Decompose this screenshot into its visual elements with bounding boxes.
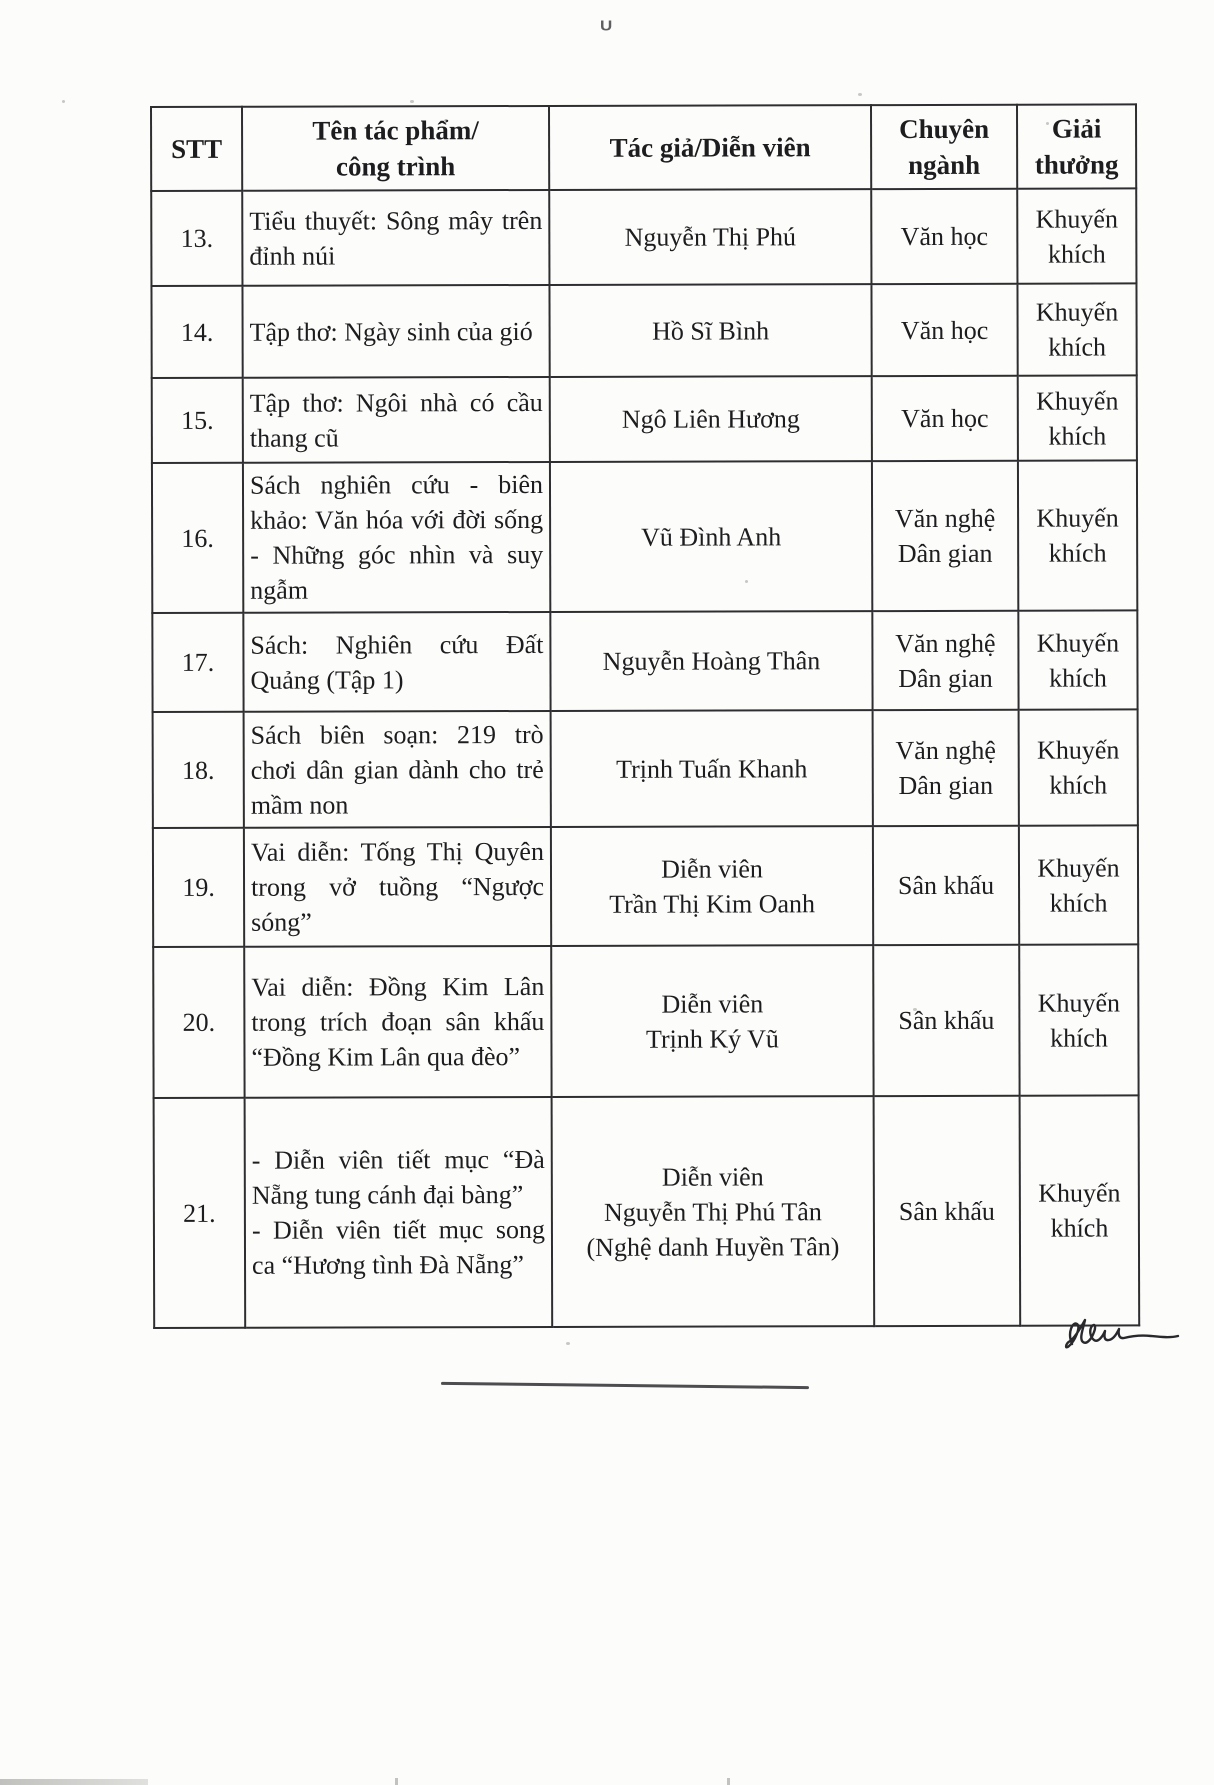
cell-stt: 21. <box>154 1098 246 1328</box>
awards-table <box>150 103 1140 1329</box>
cell-work: - Diễn viên tiết mục “Đà Nẵng tung cánh đại bàng” - Diễn viên tiết mục song ca “Hương tình Đà Nẵng” <box>245 1097 553 1328</box>
paper-speck <box>566 1342 570 1345</box>
table-row <box>152 610 1137 712</box>
header-award: Giải thưởng <box>1017 104 1136 188</box>
table-row <box>153 944 1138 1098</box>
paper-speck <box>410 100 414 103</box>
cell-field: Văn học <box>872 376 1018 461</box>
cell-field: Văn nghệ Dân gian <box>873 710 1019 826</box>
paper-speck <box>858 93 862 96</box>
cell-author: Diễn viên Nguyễn Thị Phú Tân (Nghệ danh Huyền Tân) <box>552 1096 875 1327</box>
cell-work: Vai diễn: Đồng Kim Lân trong trích đoạn sân khấu “Đồng Kim Lân qua đèo” <box>244 946 551 1098</box>
cell-stt: 18. <box>153 712 244 828</box>
table-row <box>152 375 1137 463</box>
cell-award: Khuyến khích <box>1019 825 1138 944</box>
cell-stt: 17. <box>152 613 243 712</box>
cell-work: Sách nghiên cứu - biên khảo: Văn hóa với đời sống - Những góc nhìn và suy ngẫm <box>243 462 550 613</box>
handwritten-initials-mark <box>1056 1316 1182 1358</box>
cell-award: Khuyến khích <box>1019 709 1138 825</box>
table-row <box>154 1095 1140 1328</box>
cell-work: Tập thơ: Ngôi nhà có cầu thang cũ <box>243 377 550 463</box>
cell-award: Khuyến khích <box>1018 375 1137 460</box>
cell-award: Khuyến khích <box>1017 283 1136 375</box>
cell-author: Vũ Đình Anh <box>550 461 872 612</box>
cell-work: Sách: Nghiên cứu Đất Quảng (Tập 1) <box>243 612 550 712</box>
cell-stt: 14. <box>151 286 242 378</box>
cell-field: Văn nghệ Dân gian <box>872 611 1018 710</box>
header-author: Tác giả/Diễn viên <box>549 105 871 190</box>
table-row <box>153 709 1138 828</box>
table-header <box>151 104 1136 191</box>
cell-author: Nguyễn Thị Phú <box>549 189 871 285</box>
table-body <box>151 188 1139 1328</box>
table-row <box>152 460 1137 613</box>
cell-work: Sách biên soạn: 219 trò chơi dân gian dành cho trẻ mầm non <box>244 711 551 828</box>
cell-author: Trịnh Tuấn Khanh <box>551 710 873 827</box>
cell-stt: 20. <box>153 947 244 1098</box>
scanner-edge-smudge <box>0 1779 148 1785</box>
cell-field: Sân khấu <box>874 1096 1021 1326</box>
scan-artifact-mark: U <box>600 17 613 34</box>
cell-stt: 16. <box>152 463 243 613</box>
header-stt: STT <box>151 107 242 191</box>
cell-author: Diễn viên Trần Thị Kim Oanh <box>551 826 873 946</box>
cell-stt: 13. <box>151 191 242 286</box>
cell-work: Tiểu thuyết: Sông mây trên đỉnh núi <box>242 190 549 286</box>
cell-field: Văn nghệ Dân gian <box>872 461 1018 611</box>
table-row <box>151 283 1136 378</box>
cell-stt: 19. <box>153 828 244 947</box>
cell-award: Khuyến khích <box>1018 610 1137 709</box>
table-row <box>153 825 1138 947</box>
cell-author: Ngô Liên Hương <box>550 376 872 462</box>
scanner-edge-tick <box>727 1778 730 1785</box>
cell-author: Diễn viên Trịnh Ký Vũ <box>551 945 873 1097</box>
cell-field: Văn học <box>871 189 1017 284</box>
scanner-edge-tick <box>395 1778 398 1785</box>
header-field: Chuyên ngành <box>871 105 1017 189</box>
paper-speck <box>62 100 65 103</box>
header-work: Tên tác phẩm/ công trình <box>242 106 549 191</box>
cell-award: Khuyến khích <box>1018 460 1137 610</box>
cell-work: Tập thơ: Ngày sinh của gió <box>242 285 549 378</box>
header-row <box>151 104 1136 191</box>
cell-author: Hồ Sĩ Bình <box>549 284 871 377</box>
cell-award: Khuyến khích <box>1019 944 1138 1095</box>
cell-award: Khuyến khích <box>1020 1095 1140 1325</box>
separator-rule <box>441 1382 809 1389</box>
cell-author: Nguyễn Hoàng Thân <box>550 611 872 711</box>
cell-stt: 15. <box>152 378 243 463</box>
cell-field: Sân khấu <box>873 945 1019 1096</box>
table-row <box>151 188 1136 286</box>
cell-work: Vai diễn: Tống Thị Quyên trong vở tuồng “Ngược sóng” <box>244 827 551 947</box>
cell-field: Văn học <box>871 284 1017 376</box>
cell-field: Sân khấu <box>873 826 1019 945</box>
cell-award: Khuyến khích <box>1017 188 1136 283</box>
awards-table-container <box>150 103 1138 1329</box>
